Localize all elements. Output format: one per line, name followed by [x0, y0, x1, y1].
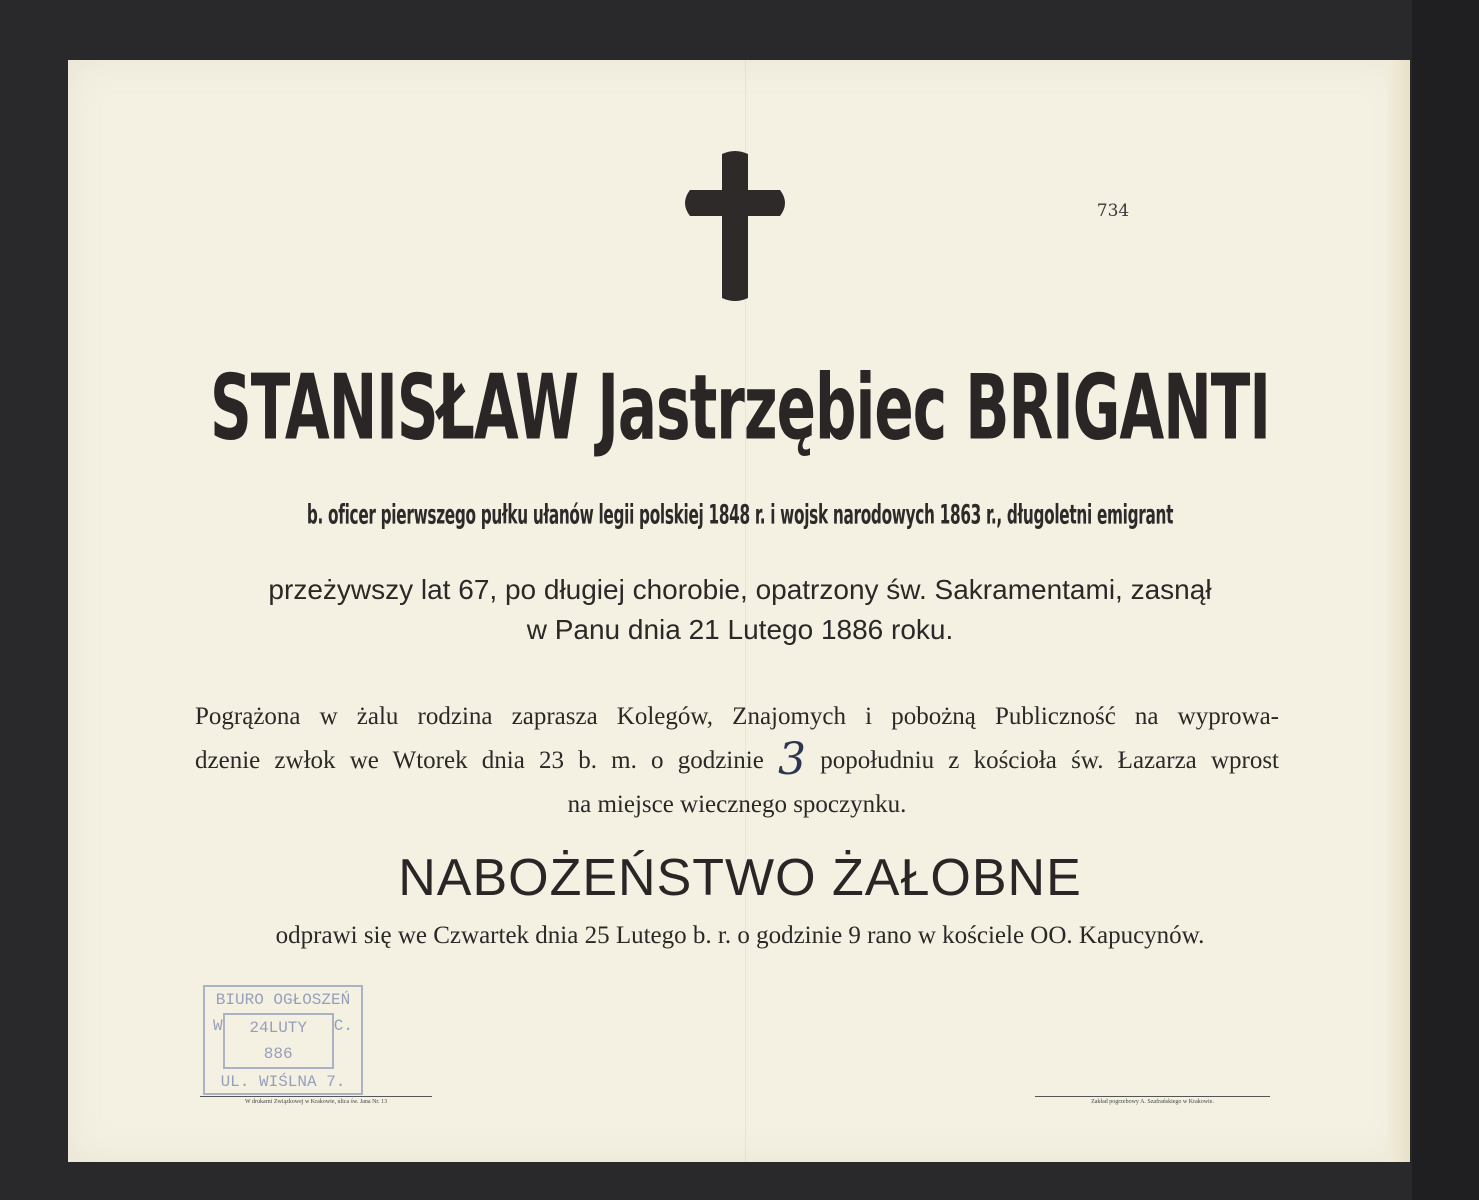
printer-credit-right: Zakład pogrzebowy A. Szafrańskiego w Krakowie. — [1035, 1096, 1270, 1105]
invitation-line-3: na miejsce wiecznego spoczynku. — [567, 791, 907, 818]
stamp-line-3: UL. WIŚLNA 7. — [220, 1073, 346, 1091]
deceased-name: STANISŁAW Jastrzębiec BRIGANTI — [210, 355, 1270, 461]
death-notice — [120, 570, 1360, 650]
invitation-line-1: Pogrążona w żalu rodzina zaprasza Kolegów, Znajomych i pobożną Publiczność na wyprowa- — [195, 703, 1279, 730]
cross-icon — [682, 150, 788, 302]
deceased-description: b. oficer pierwszego pułku ułanów legii polskiej 1848 r. i wojsk narodowych 1863 r., długoletni emigrant — [306, 500, 1174, 531]
service-details: odprawi się we Czwartek dnia 25 Lutego b. r. o godzinie 9 rano w kościele OO. Kapucynów. — [275, 922, 1205, 949]
death-notice-line-2: w Panu dnia 21 Lutego 1886 roku. — [526, 614, 954, 645]
invitation-line-2-before: dzenie zwłok we Wtorek dnia 23 b. m. o godzinie — [195, 747, 764, 774]
stamp-line-2 — [205, 1013, 361, 1069]
invitation-line-2-after: popołudniu z kościoła św. Łazarza wprost — [820, 747, 1280, 774]
office-stamp — [203, 985, 363, 1095]
handwritten-hour: 3 — [778, 734, 806, 785]
funeral-invitation — [195, 695, 1279, 827]
death-notice-line-1: przeżywszy lat 67, po długiej chorobie, opatrzony św. Sakramentami, zasnął — [268, 574, 1212, 605]
reference-number: 734 — [1096, 201, 1130, 221]
paper-edge — [1388, 60, 1410, 1162]
invitation-line-2 — [195, 734, 1280, 785]
scan-edge — [1412, 0, 1479, 1200]
stamp-left: W — [213, 1017, 223, 1035]
stamp-right: C. — [333, 1017, 353, 1035]
stamp-date: 24LUTY 886 — [223, 1013, 334, 1069]
service-title: NABOŻEŃSTWO ŻAŁOBNE — [398, 849, 1082, 907]
stamp-line-1: BIURO OGŁOSZEŃ — [215, 991, 351, 1009]
printer-credit-left: W drukarni Związkowej w Krakowie, ulica św. Jana Nr. 13 — [200, 1096, 432, 1105]
